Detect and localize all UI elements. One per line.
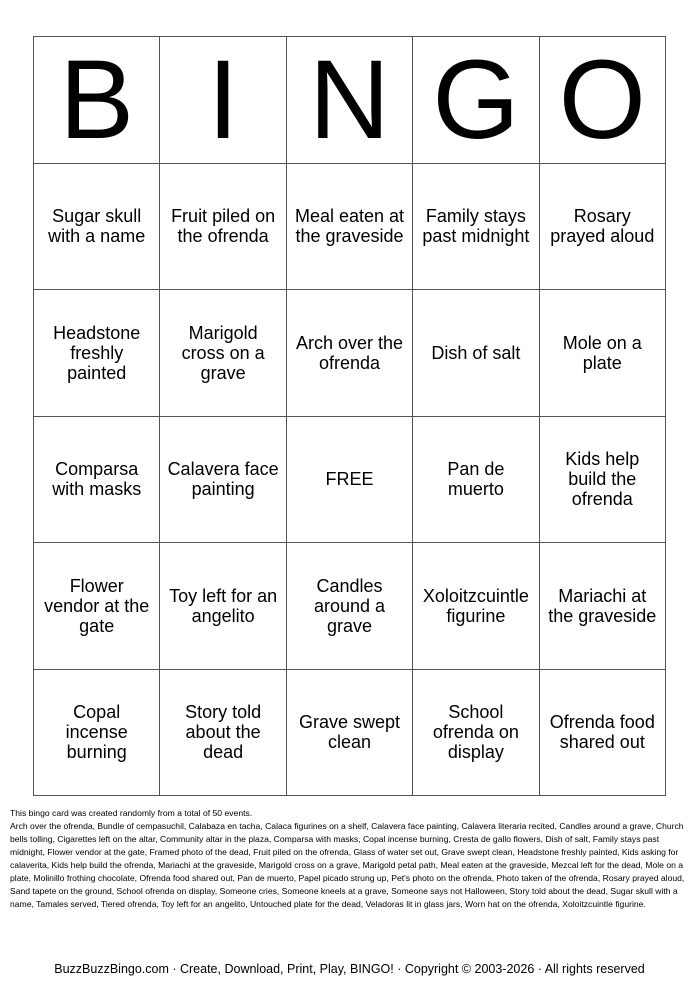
bingo-square[interactable]: Calavera face painting (160, 417, 286, 544)
bingo-square[interactable]: Kids help build the ofrenda (540, 417, 666, 544)
bingo-square[interactable]: Ofrenda food shared out (540, 670, 666, 797)
bingo-square[interactable]: Sugar skull with a name (34, 164, 160, 291)
bingo-card (33, 36, 666, 796)
bingo-square[interactable]: Pan de muerto (413, 417, 539, 544)
bingo-square[interactable]: Comparsa with masks (34, 417, 160, 544)
bingo-square[interactable]: Rosary prayed aloud (540, 164, 666, 291)
header-letter: N (287, 37, 413, 164)
bingo-square[interactable]: Copal incense burning (34, 670, 160, 797)
free-space[interactable]: FREE (287, 417, 413, 544)
bingo-grid (34, 37, 666, 796)
bingo-square[interactable]: Toy left for an angelito (160, 543, 286, 670)
info-intro: This bingo card was created randomly from a total of 50 events. (10, 808, 253, 818)
bingo-square[interactable]: Flower vendor at the gate (34, 543, 160, 670)
bingo-square[interactable]: Mole on a plate (540, 290, 666, 417)
bingo-square[interactable]: School ofrenda on display (413, 670, 539, 797)
bingo-square[interactable]: Dish of salt (413, 290, 539, 417)
bingo-square[interactable]: Meal eaten at the graveside (287, 164, 413, 291)
bingo-square[interactable]: Mariachi at the graveside (540, 543, 666, 670)
bingo-square[interactable]: Arch over the ofrenda (287, 290, 413, 417)
header-letter: O (540, 37, 666, 164)
bingo-square[interactable]: Candles around a grave (287, 543, 413, 670)
bingo-square[interactable]: Headstone freshly painted (34, 290, 160, 417)
bingo-square[interactable]: Grave swept clean (287, 670, 413, 797)
bingo-square[interactable]: Marigold cross on a grave (160, 290, 286, 417)
header-letter: B (34, 37, 160, 164)
card-info (10, 807, 690, 911)
header-letter: G (413, 37, 539, 164)
bingo-square[interactable]: Story told about the dead (160, 670, 286, 797)
bingo-square[interactable]: Fruit piled on the ofrenda (160, 164, 286, 291)
bingo-square[interactable]: Family stays past midnight (413, 164, 539, 291)
bingo-square[interactable]: Xoloitzcuintle figurine (413, 543, 539, 670)
footer-credits: BuzzBuzzBingo.com · Create, Download, Print, Play, BINGO! · Copyright © 2003-2026 · All rights reserved (54, 962, 645, 976)
header-letter: I (160, 37, 286, 164)
event-list: Arch over the ofrenda, Bundle of cempasuchil, Calabaza en tacha, Calaca figurines on a shelf, Calavera face painting, Calavera literaria recited, Candles around a grave, Church bells tolling, Cigarettes left on the altar, Community altar in the plaza, Comparsa with masks, Copal incense burning, Cresta de gallo flowers, Dish of salt, Family stays past midnight, Flower vendor at the gate, Framed photo of the dead, Fruit piled on the ofrenda, Glass of water set out, Grave swept clean, Headstone freshly painted, Kids asking for calaverita, Kids help build the ofrenda, Mariachi at the graveside, Marigold cross on a grave, Marigold petal path, Meal eaten at the graveside, Mezcal left for the dead, Mole on a plate, Molinillo frothing chocolate, Ofrenda food shared out, Pan de muerto, Papel picado strung up, Pet's photo on the ofrenda, Photo taken of the ofrenda, Rosary prayed aloud, Sand tapete on the ground, School ofrenda on display, Someone cries, Someone kneels at a grave, Someone says not Halloween, Story told about the dead, Sugar skull with a name, Tamales served, Tiered ofrenda, Toy left for an angelito, Untouched plate for the dead, Veladoras lit in glass jars, Worn hat on the ofrenda, Xoloitzcuintle figurine. (10, 821, 685, 909)
